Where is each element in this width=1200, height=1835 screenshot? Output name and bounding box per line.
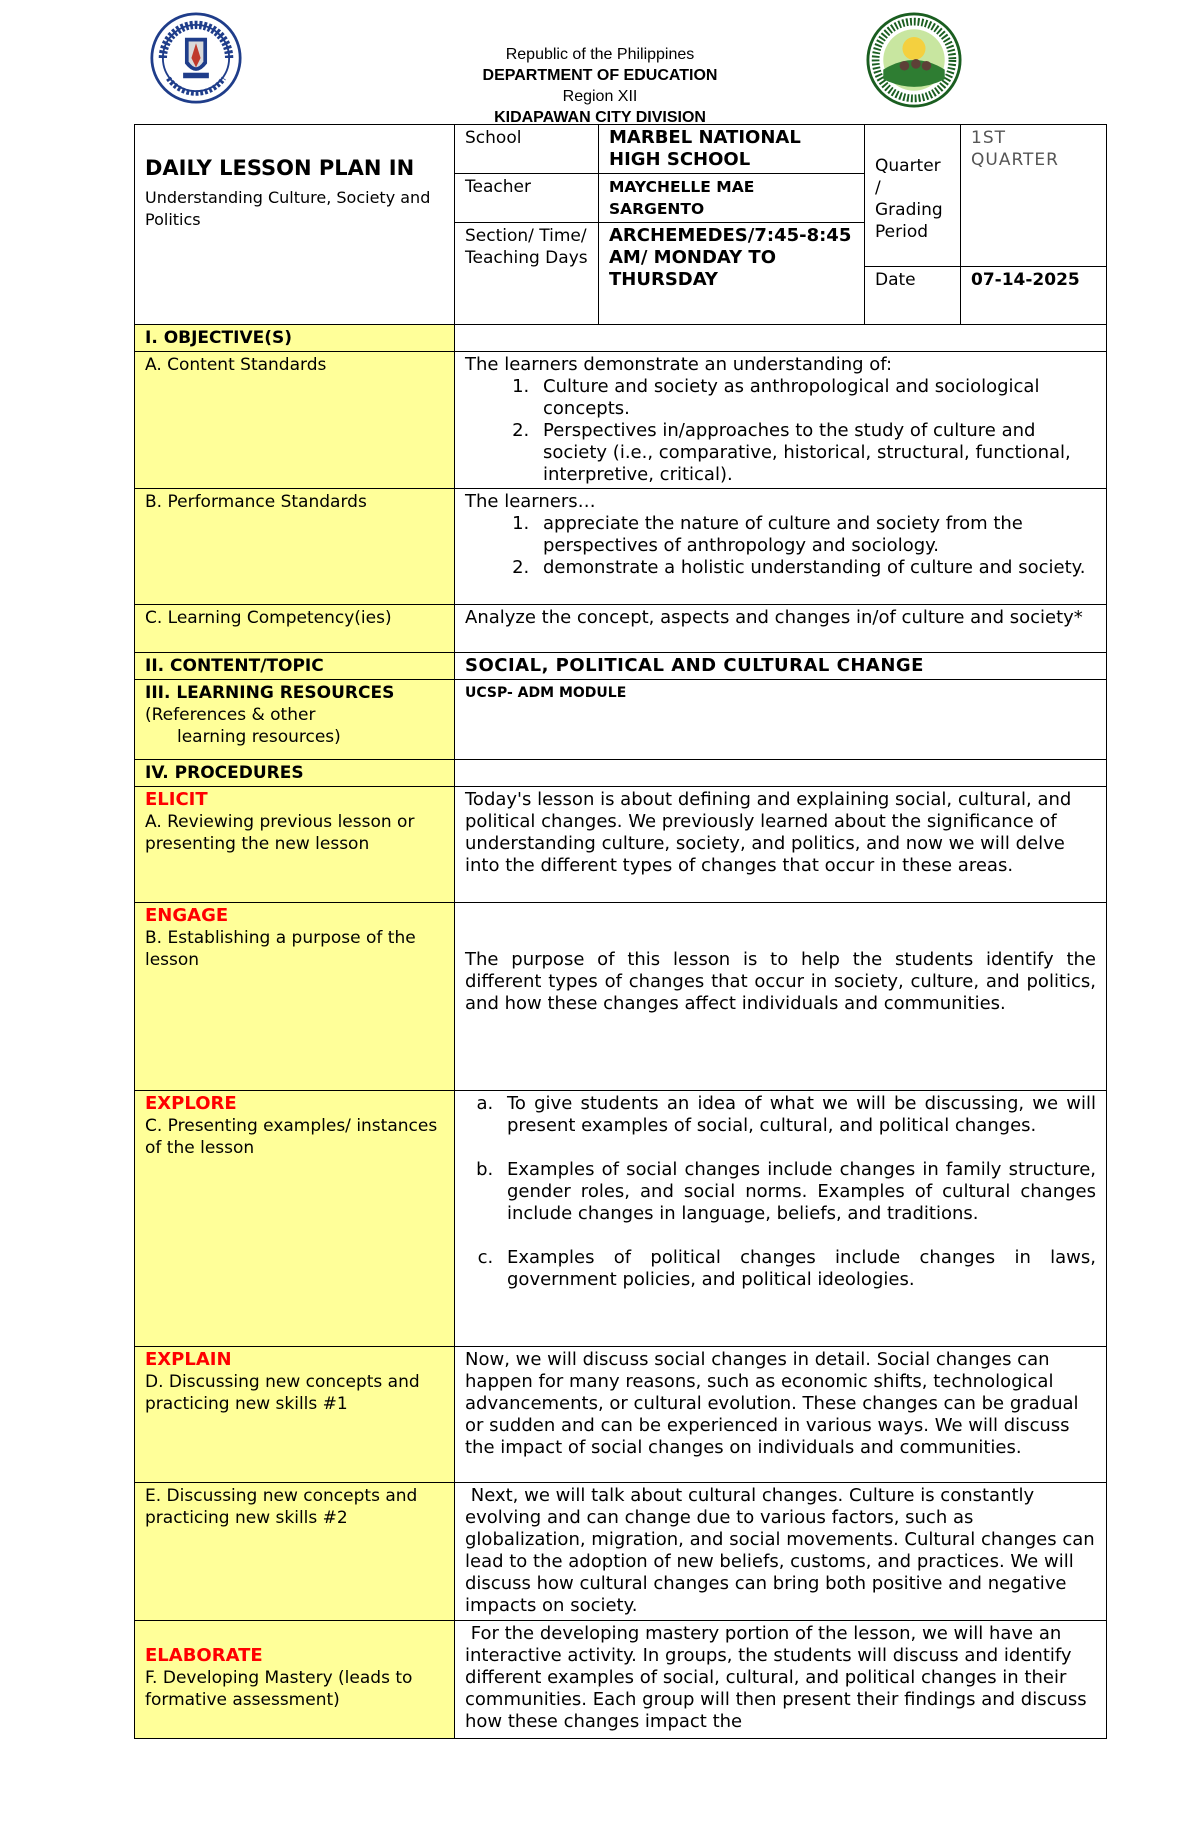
elicit-tag: ELICIT	[145, 789, 208, 810]
performance-standards-list	[465, 513, 1096, 579]
resources-cell	[135, 680, 455, 760]
explore-list	[465, 1093, 1096, 1291]
resources-value: UCSP- ADM MODULE	[455, 680, 1107, 760]
explore-label: C. Presenting examples/ instances of the lesson	[145, 1116, 438, 1158]
elaborate-cell	[135, 1621, 455, 1739]
procedures-heading-blank	[455, 760, 1107, 787]
resources-sub2: learning resources)	[177, 727, 341, 747]
list-item: b. Examples of social changes include changes in family structure, gender roles, and social norms. Examples of cultural changes include changes in language, beliefs, and traditions.	[499, 1159, 1096, 1225]
lesson-plan-table	[134, 124, 1107, 1739]
content-standards-label: A. Content Standards	[135, 352, 455, 489]
procedures-heading: IV. PROCEDURES	[135, 760, 455, 787]
content-standards-intro: The learners demonstrate an understanding of:	[465, 354, 893, 375]
department-line: DEPARTMENT OF EDUCATION	[482, 67, 718, 84]
document-header	[0, 0, 1200, 124]
section-value: ARCHEMEDES/7:45-8:45 AM/ MONDAY TO THURSDAY	[599, 223, 865, 325]
learning-competency-label: C. Learning Competency(ies)	[135, 605, 455, 653]
objectives-heading-blank	[455, 325, 1107, 352]
elaborate-tag: ELABORATE	[145, 1645, 263, 1666]
republic-line: Republic of the Philippines	[505, 46, 695, 63]
engage-tag: ENGAGE	[145, 905, 229, 926]
list-item: 1. appreciate the nature of culture and society from the perspectives of anthropology and sociology.	[535, 513, 1096, 557]
region-line: Region XII	[562, 88, 638, 105]
list-item: a. To give students an idea of what we will be discussing, we will present examples of social, cultural, and political changes.	[499, 1093, 1096, 1137]
resources-sub1: (References & other	[145, 705, 316, 725]
division-seal-logo	[866, 12, 962, 108]
school-value: MARBEL NATIONAL HIGH SCHOOL	[599, 125, 865, 174]
explain-tag: EXPLAIN	[145, 1349, 232, 1370]
date-label: Date	[865, 267, 961, 325]
quarter-label: Quarter / Grading Period	[865, 125, 961, 267]
performance-standards-label: B. Performance Standards	[135, 489, 455, 605]
date-value: 07-14-2025	[961, 267, 1107, 325]
teacher-value: MAYCHELLE MAE SARGENTO	[599, 174, 865, 223]
e-text: Next, we will talk about cultural changes. Culture is constantly evolving and can change due to various factors, such as globalization, migration, and social movements. Cultural changes can lead to the adoption of new beliefs, customs, and practices. We will discuss how cultural changes can bring both positive and negative impacts on society.	[455, 1483, 1107, 1621]
performance-standards-text	[455, 489, 1107, 605]
list-item: 2. Perspectives in/approaches to the study of culture and society (i.e., comparative, historical, structural, functional, interpretive, critical).	[535, 420, 1096, 486]
engage-text: The purpose of this lesson is to help the students identify the different types of changes that occur in society, culture, and politics, and how these changes affect individuals and communities.	[455, 903, 1107, 1091]
plan-title: DAILY LESSON PLAN IN	[145, 156, 415, 180]
learning-competency-text: Analyze the concept, aspects and changes in/of culture and society*	[455, 605, 1107, 653]
elicit-text: Today's lesson is about defining and explaining social, cultural, and political changes. We previously learned about the significance of understanding culture, society, and politics, and now we will delve into the different types of changes that occur in these areas.	[455, 787, 1107, 903]
elicit-label: A. Reviewing previous lesson or presenting the new lesson	[145, 812, 415, 854]
elicit-cell	[135, 787, 455, 903]
section-label: Section/ Time/ Teaching Days	[455, 223, 599, 325]
explain-cell	[135, 1347, 455, 1483]
list-item: c. Examples of political changes include changes in laws, government policies, and political ideologies.	[499, 1247, 1096, 1291]
elaborate-label: F. Developing Mastery (leads to formative assessment)	[145, 1668, 413, 1710]
title-cell	[135, 125, 455, 325]
quarter-value: 1ST QUARTER	[961, 125, 1107, 267]
elaborate-text: For the developing mastery portion of the lesson, we will have an interactive activity. In groups, the students will discuss and identify different examples of social, cultural, and political changes in their communities. Each group will then present their findings and discuss how these changes impact the	[455, 1621, 1107, 1739]
list-item: 2. demonstrate a holistic understanding of culture and society.	[535, 557, 1096, 579]
division-line: KIDAPAWAN CITY DIVISION	[494, 109, 706, 126]
content-heading: II. CONTENT/TOPIC	[135, 653, 455, 680]
content-standards-list	[465, 376, 1096, 486]
explore-text	[455, 1091, 1107, 1347]
explain-text: Now, we will discuss social changes in detail. Social changes can happen for many reasons, such as economic shifts, technological advancements, or cultural evolution. These changes can be gradual or sudden and can be experienced in various ways. We will discuss the impact of social changes on individuals and communities.	[455, 1347, 1107, 1483]
explore-tag: EXPLORE	[145, 1093, 237, 1114]
school-label: School	[455, 125, 599, 174]
performance-standards-intro: The learners…	[465, 491, 596, 512]
engage-label: B. Establishing a purpose of the lesson	[145, 928, 416, 970]
list-item: 1. Culture and society as anthropological and sociological concepts.	[535, 376, 1096, 420]
content-standards-text	[455, 352, 1107, 489]
subject-name: Understanding Culture, Society and Politics	[145, 188, 431, 229]
deped-seal-logo	[150, 12, 242, 104]
resources-heading: III. LEARNING RESOURCES	[145, 683, 395, 703]
engage-cell	[135, 903, 455, 1091]
objectives-heading: I. OBJECTIVE(S)	[135, 325, 455, 352]
explain-label: D. Discussing new concepts and practicing new skills #1	[145, 1372, 420, 1414]
teacher-label: Teacher	[455, 174, 599, 223]
e-label: E. Discussing new concepts and practicing new skills #2	[135, 1483, 455, 1621]
explore-cell	[135, 1091, 455, 1347]
content-topic: SOCIAL, POLITICAL AND CULTURAL CHANGE	[455, 653, 1107, 680]
